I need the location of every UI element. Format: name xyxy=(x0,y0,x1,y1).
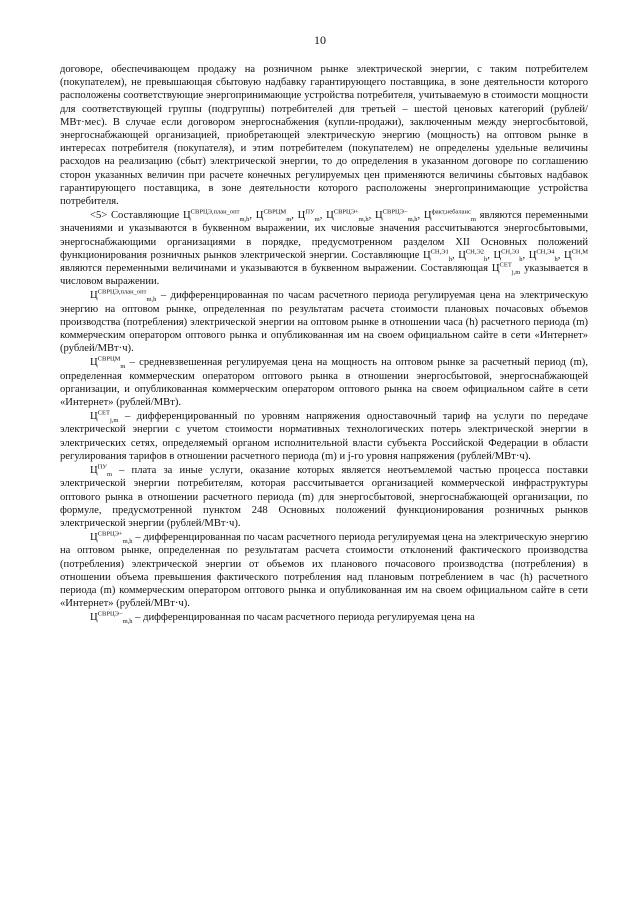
price-symbol: $Ц^{СН,Э2}_h$ xyxy=(458,248,488,263)
paragraph-p1: <5> Составляющие $Ц^{СВРЦЭ,план\_опт}_{m,h}$, $Ц^{СВРЦМ}_m$, $Ц^{ПУ}_m$, $Ц^{СВРЦЭ+}_{m,h}$, $Ц^{СВРЦЭ-}_{m,h}$, $Ц^{факт,небаланс}_m$ являются переменными значениями и указываются в буквенном выражении, их числовые значения рассчитываются энергосбытовыми, энергоснабжающими организациями в порядке, предусмотренном разделом XII Основных положений функционирования розничных рынков электрической энергии. Составляющие $Ц^{СН,Э1}_h$, $Ц^{СН,Э2}_h$, $Ц^{СН,Э3}_h$, $Ц^{СН,Э4}_h$, $Ц^{СН,М}$ являются переменными величинами и указываются в буквенном выражении. Составляющая $Ц^{СЕТ}_{j,m}$ указывается в числовом выражении. xyxy=(60,208,589,288)
price-symbol: $Ц^{СН,Э3}_h$ xyxy=(493,248,523,263)
price-symbol: $Ц^{СВРЦЭ-}_{m,h}$ xyxy=(375,208,418,224)
price-symbol: $Ц^{СВРЦМ}_m$ xyxy=(90,355,126,371)
price-symbol: $Ц^{СН,М}$ xyxy=(563,248,589,261)
price-symbol: $Ц^{СЕТ}_{j,m}$ xyxy=(491,261,521,277)
price-symbol: $Ц^{СВРЦЭ,план\_опт}_{m,h}$ xyxy=(183,208,250,224)
price-symbol: $Ц^{ПУ}_m$ xyxy=(90,463,113,479)
document-body xyxy=(60,63,588,626)
price-symbol: $Ц^{СВРЦЭ-}_{m,h}$ xyxy=(90,610,133,626)
price-symbol: $Ц^{СН,Э1}_h$ xyxy=(422,248,453,263)
price-symbol: $Ц^{СВРЦЭ+}_{m,h}$ xyxy=(90,530,133,546)
paragraph-p7: $Ц^{СВРЦЭ-}_{m,h}$ – дифференцированная по часам расчетного периода регулируемая цена на xyxy=(90,610,475,626)
price-symbol: $Ц^{СВРЦЭ+}_{m,h}$ xyxy=(326,208,369,224)
price-symbol: $Ц^{СН,Э4}_h$ xyxy=(528,248,558,263)
price-symbol: $Ц^{ПУ}_m$ xyxy=(297,208,320,224)
paragraph-p5: $Ц^{ПУ}_m$ – плата за иные услуги, оказание которых является неотъемлемой частью процесса поставки электрической энергии потребителям, которая рассчитывается организацией коммерческой инфраструктуры оптового рынка в отношении расчетного периода (m) для энергосбытовой, энергоснабжающей организации, по формуле, предусмотренной пунктом 248 Основных положений функционирования розничных рынков электрической энергии (рублей/МВт·ч). xyxy=(60,463,588,529)
paragraph-p2: $Ц^{СВРЦЭ,план\_опт}_{m,h}$ – дифференцированная по часам расчетного периода регулируемая цена на электрическую энергию на оптовом рынке, определенная по результатам расчета стоимости плановых почасовых объемов производства (потребления) электрической энергии на оптовом рынке в отношении часа (h) расчетного периода (m) коммерческим оператором оптового рынка и опубликованная им на своем официальном сайте в сети «Интернет» (рублей/МВт·ч). xyxy=(60,288,588,355)
price-symbol: $Ц^{СВРЦМ}_m$ xyxy=(255,208,292,224)
page-number: 10 xyxy=(314,33,326,47)
paragraph-p4: $Ц^{СЕТ}_{j,m}$ – дифференцированный по уровням напряжения одноставочный тариф на услуги по передаче электрической энергии с учетом стоимости нормативных технологических потерь электрической энергии в электрических сетях, определяемый органом исполнительной власти субъекта Российской Федерации в области регулирования тарифов в отношении расчетного периода (m) и j-го уровня напряжения (рублей/МВт·ч). xyxy=(60,409,588,462)
paragraph-p6: $Ц^{СВРЦЭ+}_{m,h}$ – дифференцированная по часам расчетного периода регулируемая цена на электрическую энергию на оптовом рынке, определенная по результатам расчета стоимости отклонений фактического производства (потребления) электрической энергии от объемов их планового почасового производства (потребления) в отношении объема превышения фактического потребления над плановым потреблением в час (h) расчетного периода (m) коммерческим оператором оптового рынка и опубликованная им на своем официальном сайте в сети «Интернет» (рублей/МВт·ч). xyxy=(60,530,588,610)
paragraph-p0: договоре, обеспечивающем продажу на розничном рынке электрической энергии, с таким потребителем (покупателем), не превышающая сбытовую надбавку гарантирующего поставщика, в зоне деятельности которого расположены соответствующие энергопринимающие устройства потребителя, учитываемую в стоимости мощности для соответствующей группы (подгруппы) потребителей для третьей – шестой ценовых категорий (рублей/МВт·мес). В случае если договором энергоснабжения (купли-продажи), заключенным между энергосбытовой, энергоснабжающей организацией, приобретающей электрическую энергию (мощность) на оптовом рынке в интересах потребителя (покупателя), и этим потребителем (покупателем) не определены удельные величины расходов на реализацию (сбыт) электрической энергии, то до определения в указанном договоре по соглашению сторон указанных величин при расчете конечных регулируемых цен применяются величины сбытовых надбавок гарантирующего поставщика, в зоне деятельности которого расположены энергопринимающие устройства потребителя. xyxy=(60,64,588,208)
price-symbol: $Ц^{СЕТ}_{j,m}$ xyxy=(90,409,119,425)
price-symbol: $Ц^{факт,небаланс}_m$ xyxy=(423,208,476,224)
price-symbol: $Ц^{СВРЦЭ,план\_опт}_{m,h}$ xyxy=(90,288,157,304)
paragraph-p3: $Ц^{СВРЦМ}_m$ – средневзвешенная регулируемая цена на мощность на оптовом рынке за расчетный период (m), определенная коммерческим оператором оптового рынка в отношении энергосбытовой, энергоснабжающей организации, и опубликованная коммерческим оператором оптового рынка на своем официальном сайте в сети «Интернет» (рублей/МВт). xyxy=(60,355,588,409)
